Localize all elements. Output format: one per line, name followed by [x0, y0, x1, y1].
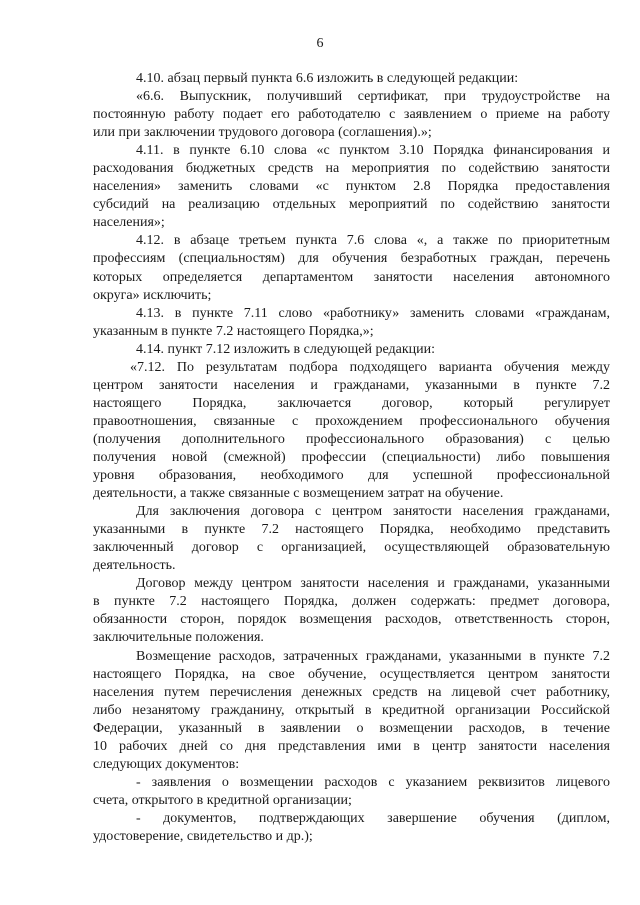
text-line: заключительные положения. — [93, 630, 264, 646]
text-line: правоотношения, связанные с прохождением профессионального обучения — [93, 413, 610, 429]
text-line: центром занятости населения и гражданами, указанными в пункте 7.2 — [93, 377, 610, 393]
text-line: округа» исключить; — [93, 287, 212, 303]
text-line: Федерации, указанный в заявлении о возмещении расходов, в течение — [93, 720, 610, 736]
document-body — [93, 70, 610, 846]
page-number: 6 — [316, 36, 324, 51]
text-line: 4.14. пункт 7.12 изложить в следующей редакции: — [136, 341, 435, 357]
text-line: населения» заменить словами «с пунктом 2.8 Порядка предоставления — [93, 179, 610, 195]
text-line: «6.6. Выпускник, получивший сертификат, при трудоустройстве на — [136, 89, 610, 105]
text-line: 10 рабочих дней со дня представления ими в центр занятости населения — [93, 738, 610, 754]
text-line: 4.12. в абзаце третьем пункта 7.6 слова «, а также по приоритетным — [136, 233, 610, 249]
text-line: (получения дополнительного профессионального образования) с целью — [93, 431, 610, 447]
text-line: получения новой (смежной) профессии (специальности) либо повышения — [93, 449, 610, 465]
text-line: «7.12. По результатам подбора подходящего варианта обучения между — [130, 359, 610, 375]
text-line: счета, открытого в кредитной организации; — [93, 792, 352, 808]
text-line: настоящего Порядка, на свое обучение, осуществляется центром занятости — [93, 666, 610, 682]
text-line: Договор между центром занятости населения и гражданами, указанными — [136, 576, 610, 592]
text-line: субсидий на реализацию отдельных мероприятий по содействию занятости — [93, 197, 610, 213]
text-line: либо незанятому гражданину, открытый в кредитной организации Российской — [93, 702, 610, 718]
text-line: в пункте 7.2 настоящего Порядка, должен содержать: предмет договора, — [93, 594, 610, 610]
text-line: которых определяется департаментом занятости населения автономного — [93, 269, 610, 285]
text-line: указанным в пункте 7.2 настоящего Порядка,»; — [93, 323, 374, 339]
text-line: заключенный договор с организацией, осуществляющей образовательную — [93, 540, 610, 556]
text-line: 4.11. в пункте 6.10 слова «с пунктом 3.10 Порядка финансирования и — [136, 143, 610, 159]
text-line: уровня образования, необходимого для успешной профессиональной — [93, 468, 610, 484]
text-line: 4.10. абзац первый пункта 6.6 изложить в следующей редакции: — [136, 71, 519, 86]
text-line: - документов, подтверждающих завершение обучения (диплом, — [136, 810, 610, 826]
text-line: постоянную работу подает его работодателю с заявлением о приеме на работу — [93, 107, 610, 123]
text-line: 4.13. в пункте 7.11 слово «работнику» заменить словами «гражданам, — [136, 305, 610, 321]
text-line: расходования бюджетных средств на мероприятия по содействию занятости — [93, 161, 610, 177]
text-line: деятельность. — [93, 558, 176, 574]
text-line: удостоверение, свидетельство и др.); — [93, 828, 313, 844]
text-line: деятельности, а также связанные с возмещением затрат на обучение. — [93, 486, 504, 502]
text-line: Возмещение расходов, затраченных гражданами, указанными в пункте 7.2 — [136, 648, 610, 664]
text-line: - заявления о возмещении расходов с указанием реквизитов лицевого — [136, 774, 610, 790]
text-line: населения»; — [93, 215, 165, 231]
text-line: следующих документов: — [93, 756, 240, 772]
text-line: указанными в пункте 7.2 настоящего Порядка, необходимо представить — [93, 522, 610, 538]
text-line: обязанности сторон, порядок возмещения расходов, ответственность сторон, — [93, 612, 610, 628]
text-line: настоящего Порядка, заключается договор, который регулирует — [93, 395, 610, 411]
text-line: населения путем перечисления денежных средств на лицевой счет работнику, — [93, 684, 610, 700]
text-line: профессиям (специальностям) для обучения безработных граждан, перечень — [93, 251, 610, 267]
text-line: или при заключении трудового договора (соглашения).»; — [93, 125, 432, 141]
text-line: Для заключения договора с центром занятости населения гражданами, — [136, 504, 610, 520]
